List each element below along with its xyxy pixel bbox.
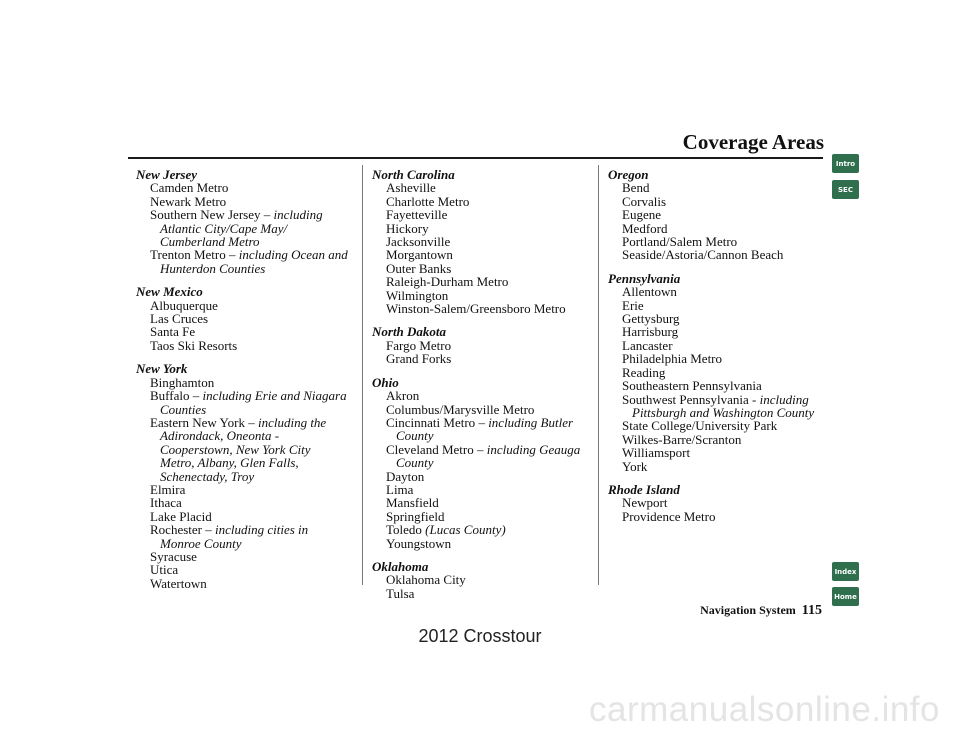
coverage-area-item	[608, 222, 836, 235]
area-note-continuation: Cooperstown, New York City	[160, 441, 311, 457]
coverage-area-item	[136, 483, 364, 496]
state-heading: Oregon	[608, 167, 649, 182]
column-divider	[598, 165, 599, 585]
area-name: Syracuse	[150, 548, 197, 564]
coverage-area-item	[608, 366, 836, 379]
area-name: Akron	[386, 388, 420, 404]
area-note-continuation: County	[396, 428, 434, 444]
area-name: Camden Metro	[150, 180, 229, 196]
area-name: Outer Banks	[386, 260, 452, 276]
coverage-area-item	[372, 222, 600, 235]
area-name: Rochester	[150, 522, 202, 538]
area-note: including Geauga	[486, 441, 581, 457]
state-heading: New Jersey	[136, 167, 198, 182]
coverage-area-item	[372, 235, 600, 248]
coverage-area-item	[608, 419, 836, 432]
state-heading: Ohio	[372, 374, 399, 390]
area-name: Buffalo	[150, 388, 190, 404]
coverage-area-item	[136, 510, 364, 523]
area-note-continuation: Monroe County	[160, 535, 242, 551]
coverage-area-item	[372, 181, 600, 194]
coverage-area-item	[608, 460, 836, 473]
area-name: Trenton Metro	[150, 247, 226, 263]
coverage-area-item	[608, 181, 836, 194]
coverage-area-item	[608, 433, 836, 446]
area-name: Columbus/Marysville Metro	[386, 401, 535, 417]
area-note: including the	[257, 414, 327, 430]
coverage-area-item	[372, 208, 600, 221]
area-note-continuation: Adirondack, Oneonta -	[160, 428, 280, 444]
coverage-area-item	[136, 563, 364, 576]
area-name: State College/University Park	[622, 418, 778, 434]
coverage-area-item	[608, 446, 836, 459]
area-name: Providence Metro	[622, 508, 716, 524]
coverage-area-item	[136, 496, 364, 509]
area-separator: –	[244, 414, 258, 430]
area-separator: –	[475, 414, 489, 430]
area-name: Santa Fe	[150, 324, 196, 340]
coverage-column-1	[136, 168, 364, 590]
area-note: including cities in	[214, 522, 309, 538]
coverage-area-item	[608, 248, 836, 261]
state-heading: North Dakota	[372, 324, 447, 340]
area-note-continuation: Counties	[160, 401, 207, 417]
coverage-area-item	[608, 285, 836, 298]
state-section	[372, 168, 600, 315]
area-separator: –	[225, 247, 239, 263]
area-name: Springfield	[386, 508, 445, 524]
area-note-continuation: Metro, Albany, Glen Falls,	[160, 455, 299, 471]
coverage-area-item	[372, 510, 600, 523]
area-name: Tulsa	[386, 585, 415, 601]
coverage-area-item	[372, 289, 600, 302]
title-rule	[128, 157, 823, 159]
area-name: Corvalis	[622, 193, 667, 209]
area-name: Williamsport	[622, 445, 691, 461]
coverage-area-item	[136, 248, 364, 275]
area-name: Cincinnati Metro	[386, 414, 476, 430]
area-note: including Butler	[488, 414, 574, 430]
coverage-area-item	[372, 195, 600, 208]
coverage-area-item	[608, 195, 836, 208]
coverage-area-item	[372, 352, 600, 365]
coverage-area-item	[608, 312, 836, 325]
area-name: Cleveland Metro	[386, 441, 474, 457]
area-name: Oklahoma City	[386, 572, 466, 588]
state-heading: New Mexico	[136, 284, 203, 300]
coverage-area-item	[608, 393, 836, 420]
state-section	[372, 325, 600, 365]
area-name: Southeastern Pennsylvania	[622, 378, 762, 394]
coverage-column-2	[372, 168, 600, 600]
area-note: including	[273, 207, 323, 223]
page-number: 115	[801, 603, 822, 618]
coverage-area-item	[372, 262, 600, 275]
area-note: including Erie and Niagara	[202, 388, 347, 404]
area-name: Wilmington	[386, 287, 449, 303]
coverage-area-item	[136, 325, 364, 338]
state-heading: Oklahoma	[372, 558, 429, 574]
coverage-area-item	[136, 181, 364, 194]
state-section	[136, 168, 364, 275]
coverage-area-item	[136, 208, 364, 248]
coverage-area-item	[372, 403, 600, 416]
area-separator: -	[748, 391, 760, 407]
coverage-area-item	[608, 339, 836, 352]
area-name: Seaside/Astoria/Cannon Beach	[622, 247, 784, 263]
coverage-area-item	[136, 299, 364, 312]
coverage-area-item	[136, 577, 364, 590]
area-name: Grand Forks	[386, 351, 452, 367]
area-separator: –	[189, 388, 203, 404]
coverage-area-item	[372, 470, 600, 483]
state-heading: Pennsylvania	[608, 270, 681, 286]
area-name: Eugene	[622, 207, 661, 223]
area-note: including Ocean and	[238, 247, 348, 263]
area-name: Ithaca	[150, 495, 182, 511]
area-name: Jacksonville	[386, 234, 451, 250]
area-name: Dayton	[386, 468, 425, 484]
state-section	[136, 362, 364, 590]
area-note-continuation: Cumberland Metro	[160, 234, 260, 250]
area-name: Las Cruces	[150, 311, 209, 327]
area-note: (Lucas County)	[425, 522, 506, 538]
area-name: Fargo Metro	[386, 337, 452, 353]
area-note-continuation: Schenectady, Troy	[160, 468, 255, 484]
model-watermark: 2012 Crosstour	[418, 626, 542, 646]
area-name: Morgantown	[386, 247, 453, 263]
area-name: Utica	[150, 562, 179, 578]
area-name: Mansfield	[386, 495, 439, 511]
state-section	[372, 560, 600, 600]
state-heading: Rhode Island	[608, 481, 680, 497]
area-name: Elmira	[150, 481, 186, 497]
area-name: Raleigh-Durham Metro	[386, 274, 509, 290]
home-tab-button[interactable]: Home	[832, 587, 859, 606]
sec-tab-button[interactable]: SEC	[832, 180, 859, 199]
area-name: Newport	[622, 495, 668, 511]
area-name: Philadelphia Metro	[622, 351, 723, 367]
area-name: Allentown	[622, 284, 677, 300]
area-name: Taos Ski Resorts	[150, 337, 238, 353]
area-name: Southern New Jersey	[150, 207, 261, 223]
area-name: Lake Placid	[150, 508, 212, 524]
coverage-area-item	[136, 550, 364, 563]
area-note: including	[759, 391, 809, 407]
page-title: Coverage Areas	[682, 130, 824, 154]
area-name: Youngstown	[386, 535, 452, 551]
coverage-area-item	[372, 496, 600, 509]
area-name: Fayetteville	[386, 207, 448, 223]
state-section	[608, 483, 836, 523]
coverage-area-item	[372, 483, 600, 496]
coverage-area-item	[608, 379, 836, 392]
area-name: Binghamton	[150, 374, 215, 390]
area-separator: –	[201, 522, 215, 538]
area-name: Charlotte Metro	[386, 193, 470, 209]
area-name: Albuquerque	[150, 297, 218, 313]
area-name: Wilkes-Barre/Scranton	[622, 431, 742, 447]
coverage-area-item	[608, 325, 836, 338]
area-name: Reading	[622, 364, 666, 380]
coverage-area-item	[136, 416, 364, 483]
area-name: Medford	[622, 220, 668, 236]
page-footer	[700, 603, 822, 619]
coverage-area-item	[608, 510, 836, 523]
intro-tab-button[interactable]: Intro	[832, 154, 859, 173]
coverage-area-item	[372, 302, 600, 315]
area-name: Gettysburg	[622, 311, 680, 327]
area-name: Harrisburg	[622, 324, 679, 340]
coverage-area-item	[372, 573, 600, 586]
coverage-area-item	[372, 248, 600, 261]
coverage-area-item	[608, 352, 836, 365]
state-heading: North Carolina	[372, 167, 455, 182]
site-watermark: carmanualsonline.info	[589, 690, 940, 729]
area-note-continuation: County	[396, 455, 434, 471]
state-section	[372, 376, 600, 550]
coverage-area-item	[136, 339, 364, 352]
area-name: Erie	[622, 297, 644, 313]
coverage-area-item	[136, 389, 364, 416]
area-name: Asheville	[386, 180, 436, 196]
coverage-column-3	[608, 168, 836, 523]
state-section	[608, 168, 836, 262]
coverage-area-item	[372, 523, 600, 536]
area-name: Hickory	[386, 220, 429, 236]
area-name: Newark Metro	[150, 193, 227, 209]
area-separator: –	[473, 441, 487, 457]
area-separator: –	[260, 207, 274, 223]
area-name: Toledo	[386, 522, 422, 538]
coverage-area-item	[136, 376, 364, 389]
coverage-area-item	[608, 235, 836, 248]
index-tab-button[interactable]: Index	[832, 562, 859, 581]
coverage-area-item	[372, 587, 600, 600]
footer-section-title: Navigation System	[700, 603, 796, 617]
coverage-area-item	[136, 195, 364, 208]
area-name: Watertown	[150, 575, 207, 591]
area-name: Winston-Salem/Greensboro Metro	[386, 301, 566, 317]
coverage-area-item	[372, 339, 600, 352]
coverage-area-item	[136, 523, 364, 550]
area-name: Lima	[386, 481, 414, 497]
coverage-area-item	[372, 389, 600, 402]
coverage-area-item	[608, 496, 836, 509]
coverage-area-item	[372, 275, 600, 288]
area-name: York	[622, 458, 648, 474]
area-name: Eastern New York	[150, 414, 245, 430]
coverage-area-item	[372, 443, 600, 470]
coverage-area-item	[608, 299, 836, 312]
area-name: Bend	[622, 180, 650, 196]
area-name: Southwest Pennsylvania	[622, 391, 749, 407]
area-note-continuation: Hunterdon Counties	[160, 260, 266, 276]
column-divider	[362, 165, 363, 585]
coverage-area-item	[372, 537, 600, 550]
area-name: Portland/Salem Metro	[622, 234, 738, 250]
state-heading: New York	[136, 361, 188, 377]
coverage-area-item	[608, 208, 836, 221]
area-note-continuation: Pittsburgh and Washington County	[632, 404, 815, 420]
coverage-area-item	[372, 416, 600, 443]
state-section	[136, 285, 364, 352]
coverage-area-item	[136, 312, 364, 325]
area-note-continuation: Atlantic City/Cape May/	[160, 220, 288, 236]
area-name: Lancaster	[622, 337, 673, 353]
state-section	[608, 272, 836, 473]
